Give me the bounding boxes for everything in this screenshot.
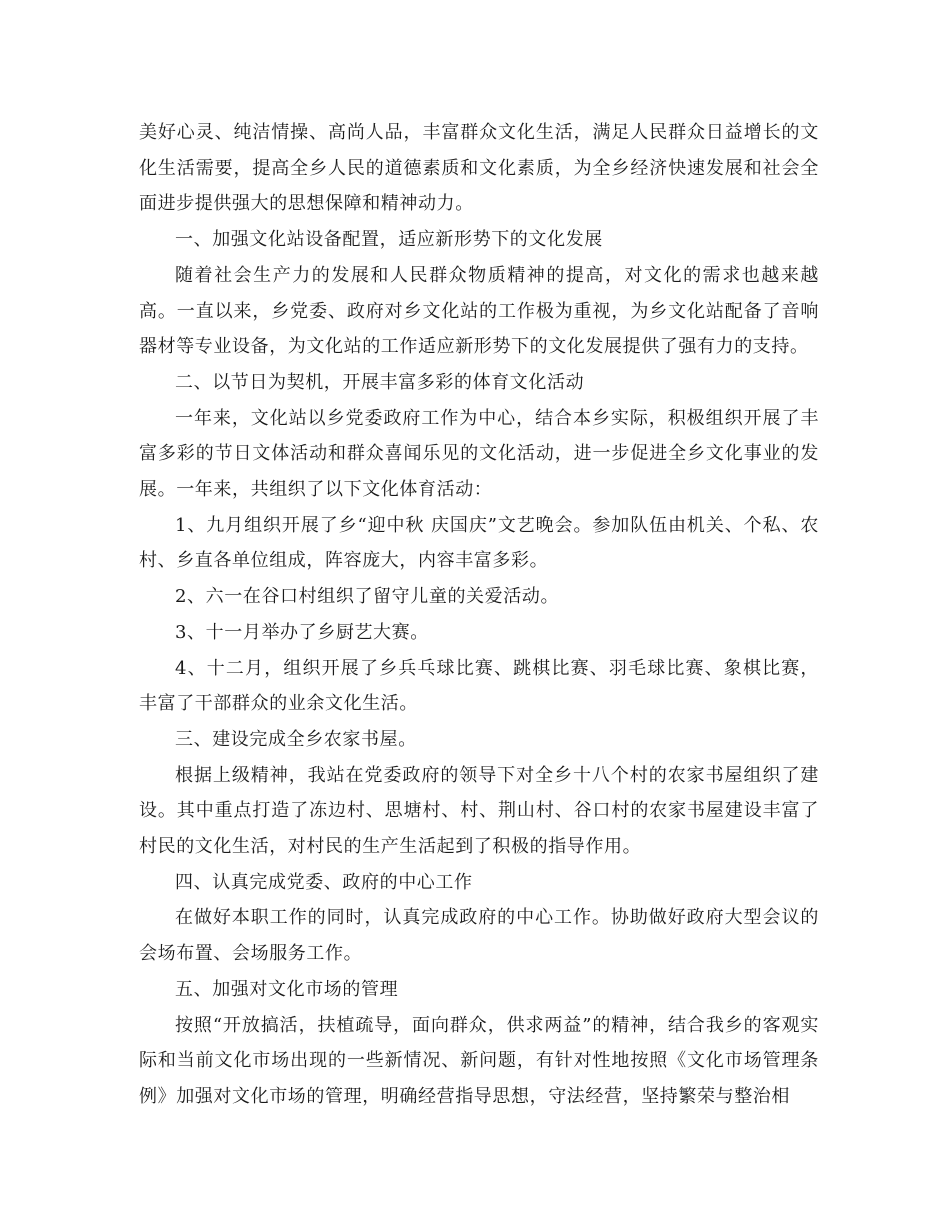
paragraph-section-3: 根据上级精神，我站在党委政府的领导下对全乡十八个村的农家书屋组织了建设。其中重点打造了冻边村、思塘村、村、荆山村、谷口村的农家书屋建设丰富了村民的文化生活，对村民的生产生活起到了积极的指导作用。 xyxy=(139,764,819,858)
list-item-4: 4、十二月，组织开展了乡兵乓球比赛、跳棋比赛、羽毛球比赛、象棋比赛，丰富了干部群众的业余文化生活。 xyxy=(139,657,819,715)
section-heading-5: 五、加强对文化市场的管理 xyxy=(175,978,399,1000)
section-heading-1: 一、加强文化站设备配置，适应新形势下的文化发展 xyxy=(175,229,603,251)
list-item-3: 3、十一月举办了乡厨艺大赛。 xyxy=(175,621,429,643)
paragraph-intro-continued: 美好心灵、纯洁情操、高尚人品，丰富群众文化生活，满足人民群众日益增长的文化生活需要，提高全乡人民的道德素质和文化素质，为全乡经济快速发展和社会全面进步提供强大的思想保障和精神动力。 xyxy=(139,122,819,215)
section-heading-4: 四、认真完成党委、政府的中心工作 xyxy=(175,871,473,893)
paragraph-section-5: 按照“开放搞活，扶植疏导，面向群众，供求两益”的精神，结合我乡的客观实际和当前文化市场出现的一些新情况、新问题，有针对性地按照《文化市场管理条例》加强对文化市场的管理，明确经营指导思想，守法经营，坚持繁荣与整治相 xyxy=(139,1014,819,1107)
paragraph-section-1: 随着社会生产力的发展和人民群众物质精神的提高，对文化的需求也越来越高。一直以来，乡党委、政府对乡文化站的工作极为重视，为乡文化站配备了音响器材等专业设备，为文化站的工作适应新形势下的文化发展提供了强有力的支持。 xyxy=(139,264,819,358)
section-heading-2: 二、以节日为契机，开展丰富多彩的体育文化活动 xyxy=(175,371,585,393)
section-heading-3: 三、建设完成全乡农家书屋。 xyxy=(175,728,417,750)
paragraph-section-4: 在做好本职工作的同时，认真完成政府的中心工作。协助做好政府大型会议的会场布置、会场服务工作。 xyxy=(139,907,819,965)
list-item-2: 2、六一在谷口村组织了留守儿童的关爱活动。 xyxy=(175,586,560,608)
paragraph-section-2: 一年来，文化站以乡党委政府工作为中心，结合本乡实际，积极组织开展了丰富多彩的节日文体活动和群众喜闻乐见的文化活动，进一步促进全乡文化事业的发展。一年来，共组织了以下文化体育活动： xyxy=(139,407,819,501)
list-item-1: 1、九月组织开展了乡“迎中秋 庆国庆”文艺晚会。参加队伍由机关、个私、农村、乡直各单位组成，阵容庞大，内容丰富多彩。 xyxy=(139,514,819,572)
document-body xyxy=(139,115,819,1115)
